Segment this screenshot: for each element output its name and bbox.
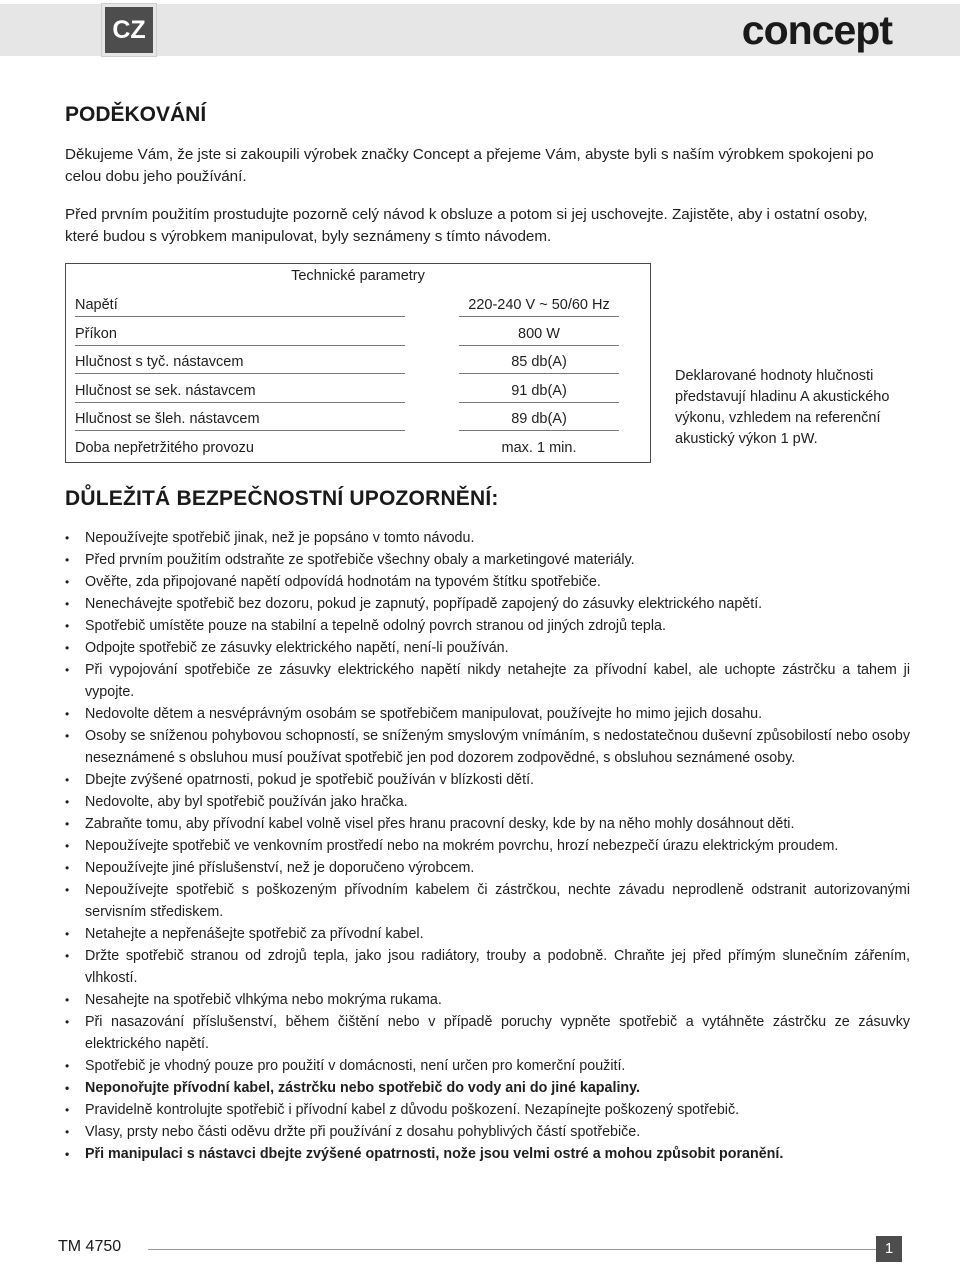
- spec-label: Hlučnost se šleh. nástavcem: [75, 408, 405, 431]
- spec-table-title: Technické parametry: [291, 268, 425, 284]
- list-item: • Při vypojování spotřebiče ze zásuvky elektrického napětí nikdy netahejte za přívodní kabel, ale uchopte zástrčku a tahem ji vypojte.: [65, 659, 910, 703]
- list-item: • Nenechávejte spotřebič bez dozoru, pokud je zapnutý, popřípadě zapojený do zásuvky elektrického napětí.: [65, 593, 910, 615]
- thanks-heading: PODĚKOVÁNÍ: [65, 103, 207, 126]
- safety-warnings-list: [65, 527, 910, 1165]
- spec-row-voltage: [66, 294, 650, 323]
- list-item: • Dbejte zvýšené opatrnosti, pokud je spotřebič používán v blízkosti dětí.: [65, 769, 910, 791]
- list-item-emphasis: • Při manipulaci s nástavci dbejte zvýšené opatrnosti, nože jsou velmi ostré a mohou způsobit poranění.: [65, 1143, 910, 1165]
- spec-value: 85 db(A): [459, 351, 619, 374]
- list-item-emphasis: • Neponořujte přívodní kabel, zástrčku nebo spotřebič do vody ani do jiné kapaliny.: [65, 1077, 910, 1099]
- language-badge: CZ: [102, 4, 156, 56]
- list-item: • Držte spotřebič stranou od zdrojů tepla, jako jsou radiátory, trouby a podobně. Chraňte jej před přímým slunečním zářením, vlhkostí.: [65, 945, 910, 989]
- spec-row-operation-time: [66, 437, 650, 466]
- spec-row-power: [66, 323, 650, 352]
- model-number: TM 4750: [58, 1238, 122, 1255]
- page-number: 1: [876, 1236, 902, 1262]
- list-item: • Spotřebič umístěte pouze na stabilní a tepelně odolný povrch stranou od jiných zdrojů tepla.: [65, 615, 910, 637]
- spec-row-noise-whisk: [66, 408, 650, 437]
- list-item: • Nedovolte, aby byl spotřebič používán jako hračka.: [65, 791, 910, 813]
- spec-label: Hlučnost s tyč. nástavcem: [75, 351, 405, 374]
- spec-row-noise-stick: [66, 351, 650, 380]
- spec-value: 800 W: [459, 323, 619, 346]
- noise-declaration-note: Deklarované hodnoty hlučnosti představují hladinu A akustického výkonu, vzhledem na referenční akustický výkon 1 pW.: [675, 368, 890, 447]
- list-item: • Před prvním použitím odstraňte ze spotřebiče všechny obaly a marketingové materiály.: [65, 549, 910, 571]
- spec-label: Příkon: [75, 323, 405, 346]
- list-item: • Nepoužívejte spotřebič jinak, než je popsáno v tomto návodu.: [65, 527, 910, 549]
- page-header: [0, 4, 960, 56]
- list-item: • Nedovolte dětem a nesvéprávným osobám se spotřebičem manipulovat, používejte ho mimo jejich dosahu.: [65, 703, 910, 725]
- spec-label: Hlučnost se sek. nástavcem: [75, 380, 405, 403]
- spec-value: max. 1 min.: [501, 440, 577, 456]
- list-item: • Nepoužívejte spotřebič s poškozeným přívodním kabelem či zástrčkou, nechte závadu neprodleně odstranit autorizovanými servisním střediskem.: [65, 879, 910, 923]
- list-item: • Při nasazování příslušenství, během čištění nebo v případě poruchy vypněte spotřebič a vytáhněte zástrčku ze zásuvky elektrického napětí.: [65, 1011, 910, 1055]
- spec-value: 89 db(A): [459, 408, 619, 431]
- thanks-paragraph: Děkujeme Vám, že jste si zakoupili výrobek značky Concept a přejeme Vám, abyste byli s naším výrobkem spokojeni po celou dobu jeho používání.: [65, 146, 874, 185]
- technical-parameters-table: [65, 263, 651, 463]
- list-item: • Osoby se sníženou pohybovou schopností, se sníženým smyslovým vnímáním, s nedostatečnou duševní způsobilostí nebo osoby neseznámené s obsluhou musí používat spotřebič jen pod dozorem zodpovědné, s obsluhou seznámené osoby.: [65, 725, 910, 769]
- list-item: • Odpojte spotřebič ze zásuvky elektrického napětí, není-li používán.: [65, 637, 910, 659]
- list-item: • Nepoužívejte jiné příslušenství, než je doporučeno výrobcem.: [65, 857, 910, 879]
- spec-label: Doba nepřetržitého provozu: [75, 440, 254, 456]
- instructions-paragraph: Před prvním použitím prostudujte pozorně celý návod k obsluze a potom si jej uschovejte. Zajistěte, aby i ostatní osoby, které budou s výrobkem manipulovat, byly seznámeny s tímto návodem.: [65, 206, 868, 245]
- list-item: • Pravidelně kontrolujte spotřebič i přívodní kabel z důvodu poškození. Nezapínejte poškozený spotřebič.: [65, 1099, 910, 1121]
- footer-divider: [148, 1249, 876, 1250]
- list-item: • Spotřebič je vhodný pouze pro použití v domácnosti, není určen pro komerční použití.: [65, 1055, 910, 1077]
- list-item: • Nepoužívejte spotřebič ve venkovním prostředí nebo na mokrém povrchu, hrozí nebezpečí úrazu elektrickým proudem.: [65, 835, 910, 857]
- safety-heading: DŮLEŽITÁ BEZPEČNOSTNÍ UPOZORNĚNÍ:: [65, 487, 499, 510]
- spec-value: 91 db(A): [459, 380, 619, 403]
- brand-logo: concept: [741, 7, 892, 53]
- list-item: • Nesahejte na spotřebič vlhkýma nebo mokrýma rukama.: [65, 989, 910, 1011]
- list-item: • Netahejte a nepřenášejte spotřebič za přívodní kabel.: [65, 923, 910, 945]
- spec-row-noise-chopper: [66, 380, 650, 409]
- spec-value: 220-240 V ~ 50/60 Hz: [459, 294, 619, 317]
- list-item: • Zabraňte tomu, aby přívodní kabel volně visel přes hranu pracovní desky, kde by na něho mohly dosáhnout děti.: [65, 813, 910, 835]
- spec-label: Napětí: [75, 294, 405, 317]
- list-item: • Ověřte, zda připojované napětí odpovídá hodnotám na typovém štítku spotřebiče.: [65, 571, 910, 593]
- list-item: • Vlasy, prsty nebo části oděvu držte při používání z dosahu pohyblivých částí spotřebiče.: [65, 1121, 910, 1143]
